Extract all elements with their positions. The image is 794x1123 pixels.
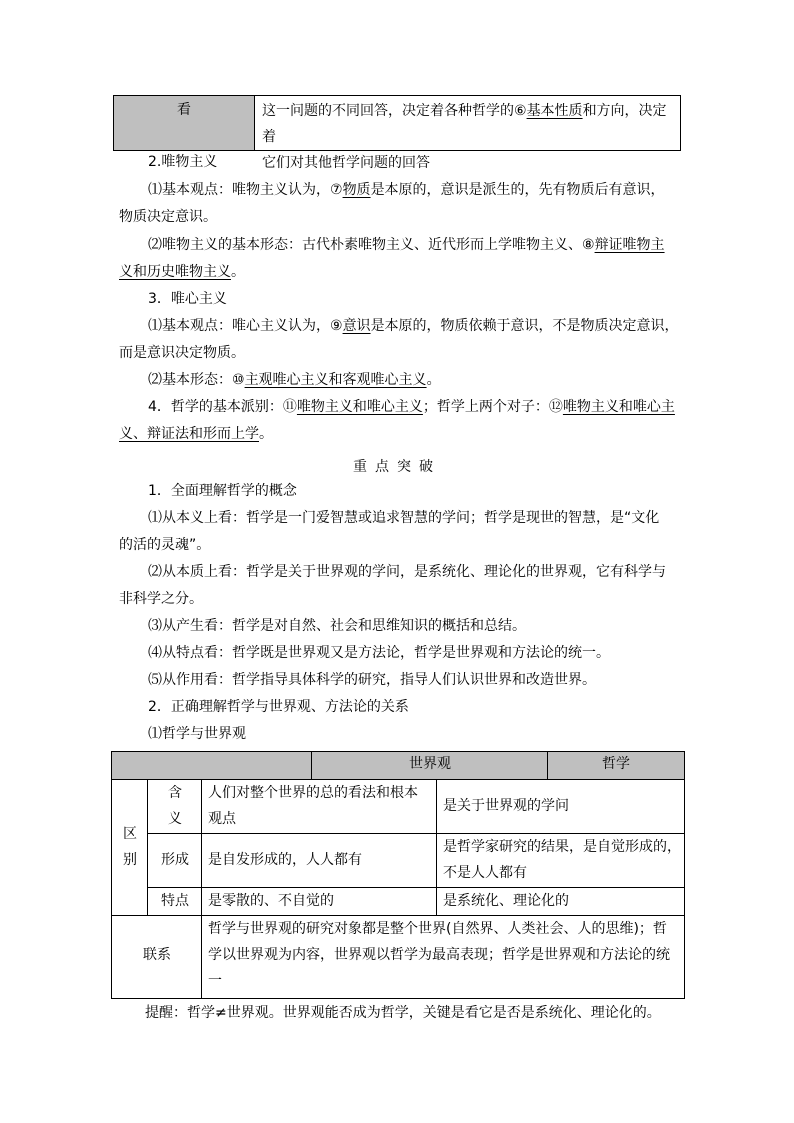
section-2-title: 2.唯物主义 [148,154,218,170]
k2-subtitle: ⑴哲学与世界观 [148,726,246,742]
s2-p1-line-2: 物质决定意识。 [119,209,217,225]
header-corner-cell [112,752,312,780]
row-meaning-char-1: 含 [168,785,182,801]
s2-p2-line-1 [148,236,665,254]
row-formation-label: 形成 [161,852,189,868]
top-table-label-cell [114,96,255,150]
row-formation-worldview-cell [202,834,437,888]
text-span: 。 [426,372,441,388]
answer-blank: 物质 [342,182,371,198]
text-span: ⑵唯物主义的基本形态：古代朴素唯物主义、近代形而上学唯物主义、⑧ [148,237,595,253]
answer-blank: 义、辩证法和形而上学 [119,426,259,442]
header-worldview: 世界观 [409,756,451,772]
top-table-line-1 [262,98,680,150]
row-meaning-char-2: 义 [168,811,182,827]
row-formation-worldview: 是自发形成的，人人都有 [208,852,362,868]
s2-p2-line-2 [119,263,245,281]
text-span: ；哲学上两个对子：⑫ [422,399,563,415]
k1-p3: ⑶从产生看：哲学是对自然、社会和思维知识的概括和总结。 [148,618,526,634]
row-feature-worldview-cell [202,888,437,916]
s3-p1-line-2: 而是意识决定物质。 [119,345,245,361]
section-3-title: 3．唯心主义 [148,291,227,307]
top-table-content-cell [262,98,680,176]
text-span: 4．哲学的基本派别：⑪ [148,399,297,415]
answer-blank: 基本性质 [526,103,583,119]
answer-blank: 唯物主义和唯心主义 [296,399,423,415]
row-meaning-worldview-line-1: 人们对整个世界的总的看法和根本 [208,785,418,801]
k1-p1-line-1: ⑴从本义上看：哲学是一门爱智慧或追求智慧的学问；哲学是现世的智慧，是“文化 [148,510,660,526]
row-formation-philosophy-cell [437,834,684,888]
link-line-2: 学以世界观为内容，世界观以哲学为最高表现；哲学是世界观和方法论的统 [208,947,670,963]
top-table-line-2: 它们对其他哲学问题的回答 [262,155,430,171]
text-span: ⑵基本形态：⑩ [148,372,245,388]
row-feature-worldview: 是零散的、不自觉的 [208,893,334,909]
link-label-cell [112,916,202,998]
answer-blank: 主观唯心主义和客观唯心主义 [244,372,427,388]
top-table-label: 看 [177,102,191,118]
k2-title: 2．正确理解哲学与世界观、方法论的关系 [148,699,409,715]
k1-p2-line-2: 非科学之分。 [119,591,203,607]
header-philosophy-cell [548,752,684,780]
text-span: 是本原的，物质依赖于意识，不是物质决定意识， [370,318,679,334]
k1-p1-line-2: 的活的灵魂”。 [119,537,211,553]
distinction-char-1: 区 [123,826,137,842]
reminder-note: 提醒：哲学≠世界观。世界观能否成为哲学，关键是看它是否是系统化、理论化的。 [145,1005,661,1021]
distinction-label-cell [112,780,148,916]
comparison-table [111,751,685,999]
k1-p5: ⑸从作用看：哲学指导具体科学的研究，指导人们认识世界和改造世界。 [148,672,596,688]
text-span: 和方向，决定着 [262,103,667,145]
link-line-3: 一 [208,973,222,989]
s3-p2 [148,371,441,389]
row-meaning-worldview-cell [202,780,437,834]
s2-p1-line-1 [148,181,665,199]
row-meaning-worldview-line-2: 观点 [208,811,236,827]
distinction-char-2: 别 [123,852,137,868]
s4-line-2 [119,425,273,443]
text-span: ⑴基本观点：唯物主义认为，⑦ [148,182,343,198]
header-worldview-cell [312,752,548,780]
answer-blank: 义和历史唯物主义 [119,264,231,280]
key-points-heading: 重点突破 [353,459,441,475]
row-formation-label-cell [148,834,202,888]
row-feature-label-cell [148,888,202,916]
row-formation-philosophy-line-2: 不是人人都有 [443,865,527,881]
text-span: 是本原的，意识是派生的，先有物质后有意识， [370,182,665,198]
k1-title: 1．全面理解哲学的概念 [148,483,297,499]
k1-p4: ⑷从特点看：哲学既是世界观又是方法论，哲学是世界观和方法论的统一。 [148,645,610,661]
k1-p2-line-1: ⑵从本质上看：哲学是关于世界观的学问，是系统化、理论化的世界观，它有科学与 [148,564,666,580]
text-span: 这一问题的不同回答，决定着各种哲学的⑥ [262,103,527,119]
answer-blank: 辩证唯物主 [594,237,665,253]
row-meaning-label-cell [148,780,202,834]
answer-blank: 唯物主义和唯心主 [562,399,675,415]
link-line-1: 哲学与世界观的研究对象都是整个世界(自然界、人类社会、人的思维)；哲 [208,921,667,937]
text-span: 。 [259,426,273,442]
row-meaning-philosophy: 是关于世界观的学问 [443,798,569,814]
row-formation-philosophy-line-1: 是哲学家研究的结果，是自觉形成的， [443,839,681,855]
row-meaning-philosophy-cell [437,780,684,834]
row-feature-philosophy-cell [437,888,684,916]
s3-p1-line-1 [148,317,679,335]
header-philosophy: 哲学 [602,756,630,772]
answer-blank: 意识 [342,318,371,334]
row-feature-philosophy: 是系统化、理论化的 [443,893,569,909]
link-content-cell [202,916,684,998]
row-feature-label: 特点 [161,893,189,909]
text-span: 。 [231,264,245,280]
link-label: 联系 [143,947,171,963]
s4-line-1 [148,398,675,416]
text-span: ⑴基本观点：唯心主义认为，⑨ [148,318,343,334]
